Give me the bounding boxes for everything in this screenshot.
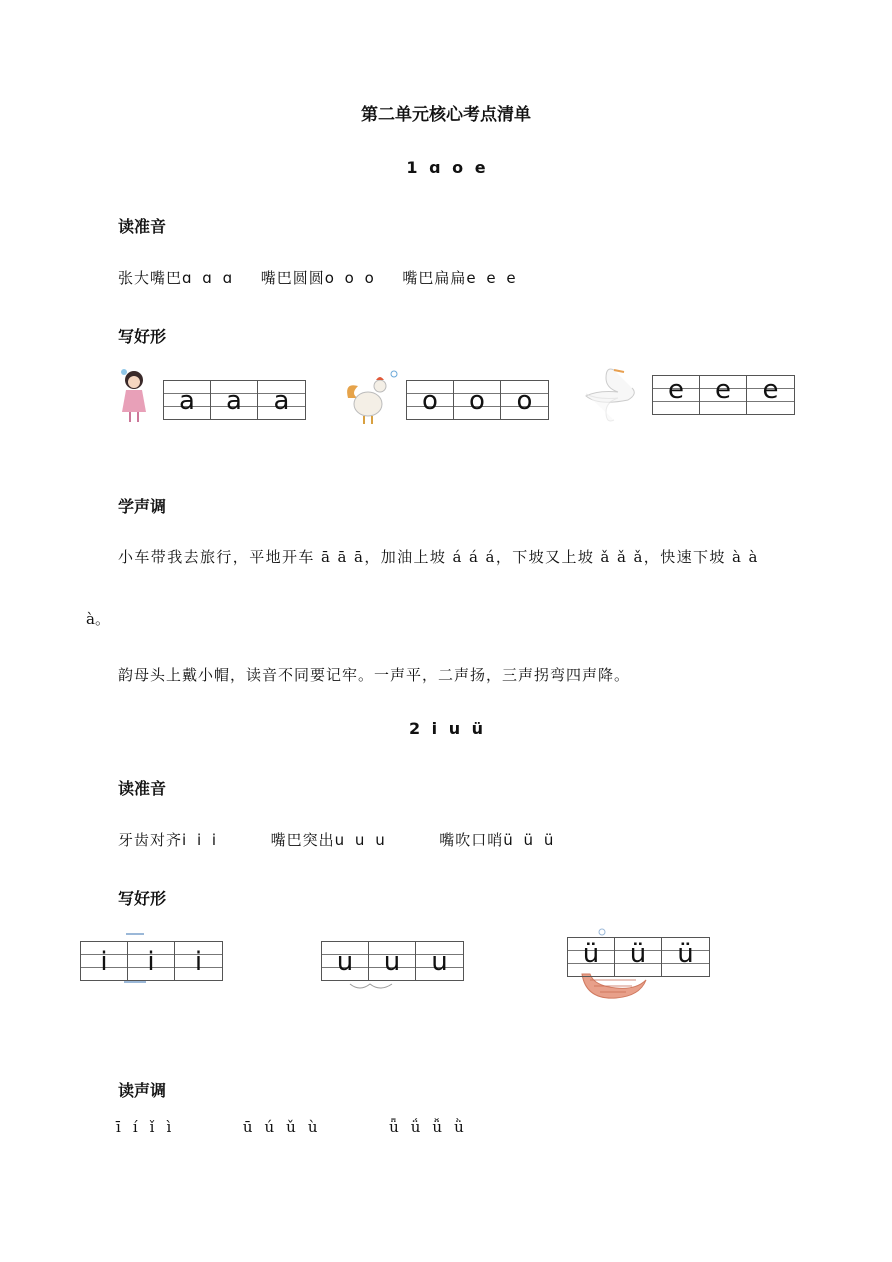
grid-cell: i bbox=[175, 942, 222, 980]
grid-cell: a bbox=[164, 381, 211, 419]
tone-letter: ǔ bbox=[286, 1118, 296, 1136]
lesson1-read-heading: 读准音 bbox=[118, 217, 167, 236]
writing-grid-u bbox=[321, 941, 464, 981]
read-part-letters: e e e bbox=[466, 269, 519, 287]
tone-letter: ú bbox=[264, 1118, 275, 1136]
read-part-letters: ɑ ɑ ɑ bbox=[182, 269, 236, 287]
read-part-cn: 牙齿对齐 bbox=[118, 831, 183, 849]
writing-grid-o bbox=[406, 380, 549, 420]
read-part-cn: 嘴巴突出 bbox=[270, 831, 335, 849]
grid-cell: i bbox=[81, 942, 128, 980]
grid-cell: ü bbox=[615, 938, 662, 976]
read-part-cn: 张大嘴巴 bbox=[118, 269, 183, 287]
swan-illustration bbox=[578, 362, 646, 428]
grid-cell: o bbox=[501, 381, 548, 419]
grid-cell: ü bbox=[662, 938, 709, 976]
tone-letter: ǖ bbox=[389, 1118, 399, 1136]
page-title: 第二单元核心考点清单 bbox=[361, 105, 531, 125]
read-part-letters: o o o bbox=[324, 269, 377, 287]
lesson1-tone-paragraph-cont: à。 bbox=[86, 610, 110, 628]
writing-grid-e bbox=[652, 375, 795, 415]
lesson2-read-heading: 读准音 bbox=[118, 779, 167, 798]
read-part-cn: 嘴吹口哨 bbox=[439, 831, 504, 849]
tone-letter: ǜ bbox=[454, 1118, 464, 1136]
grid-cell: ü bbox=[568, 938, 615, 976]
grid-cell: a bbox=[258, 381, 305, 419]
writing-grid-v bbox=[567, 937, 710, 977]
lesson2-title: 2 i u ü bbox=[408, 719, 484, 738]
lesson1-title: 1 ɑ o e bbox=[406, 158, 486, 177]
read-part-letters: i i i bbox=[182, 831, 220, 849]
tone-letter: ǐ bbox=[149, 1118, 155, 1136]
grid-cell: e bbox=[700, 376, 747, 414]
tone-letter: ù bbox=[307, 1118, 318, 1136]
girl-illustration bbox=[114, 366, 154, 426]
lesson2-write-heading: 写好形 bbox=[118, 889, 167, 908]
grid-cell: o bbox=[407, 381, 454, 419]
tone-letter: ǘ bbox=[410, 1118, 421, 1136]
tone-letter: ī bbox=[116, 1118, 121, 1136]
grid-cell: o bbox=[454, 381, 501, 419]
grid-cell: e bbox=[747, 376, 794, 414]
writing-grid-a bbox=[163, 380, 306, 420]
rooster-illustration bbox=[340, 368, 402, 426]
lesson1-rhyme: 韵母头上戴小帽，读音不同要记牢。一声平，二声扬，三声拐弯四声降。 bbox=[118, 666, 631, 684]
tone-letter: ǚ bbox=[432, 1118, 443, 1136]
read-part-cn: 嘴巴圆圆 bbox=[260, 269, 325, 287]
read-part-cn: 嘴巴扁扁 bbox=[402, 269, 467, 287]
lesson1-write-heading: 写好形 bbox=[118, 327, 167, 346]
grid-cell: u bbox=[369, 942, 416, 980]
lesson2-tone-line bbox=[116, 1118, 476, 1136]
writing-grid-i bbox=[80, 941, 223, 981]
tone-letter: ì bbox=[166, 1118, 172, 1136]
grid-cell: e bbox=[653, 376, 700, 414]
grid-cell: i bbox=[128, 942, 175, 980]
grid-cell: a bbox=[211, 381, 258, 419]
read-part-letters: ü ü ü bbox=[503, 831, 557, 849]
lesson1-tone-heading: 学声调 bbox=[118, 497, 167, 516]
lesson1-read-line bbox=[118, 267, 519, 288]
lesson2-tone-heading: 读声调 bbox=[118, 1081, 167, 1100]
grid-cell: u bbox=[416, 942, 463, 980]
grid-cell: u bbox=[322, 942, 369, 980]
lesson2-read-line bbox=[118, 829, 556, 850]
tone-letter: í bbox=[132, 1118, 138, 1136]
lesson1-tone-paragraph: 小车带我去旅行，平地开车 ā ā ā，加油上坡 á á á，下坡又上坡 ǎ ǎ ǎ，快速下坡 à à bbox=[118, 548, 759, 566]
tone-letter: ū bbox=[242, 1118, 253, 1136]
read-part-letters: u u u bbox=[334, 831, 388, 849]
